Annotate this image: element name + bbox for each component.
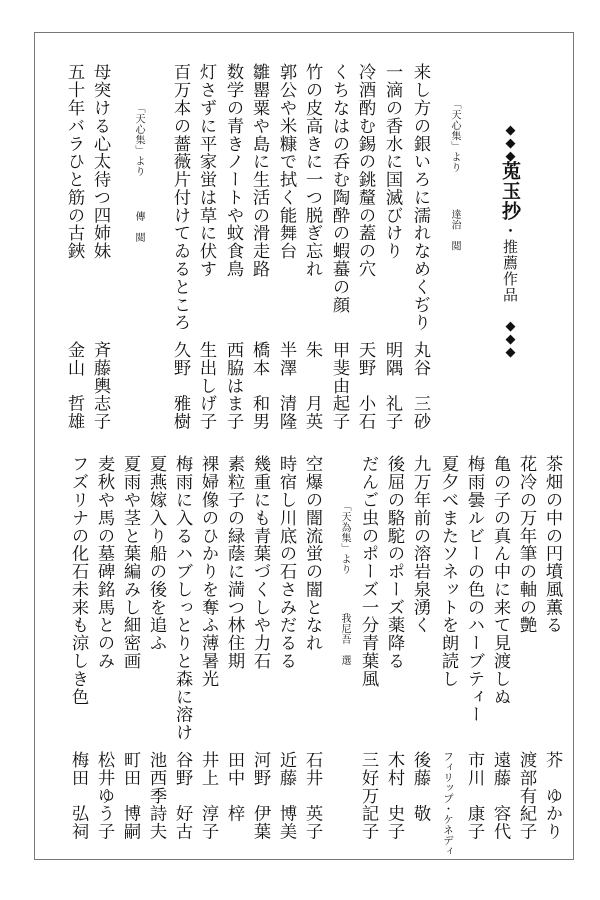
poem-author: 井上 淳子 — [198, 751, 218, 840]
page-subtitle: ・推薦作品 — [501, 223, 519, 303]
poem-author: 金山 哲雄 — [64, 341, 84, 430]
poem-text: 花冷の万年筆の軸の艶 — [516, 455, 536, 634]
poem-text: 時宿し川底の石さみだるる — [276, 455, 296, 670]
poem-author: 橋本 和男 — [249, 341, 269, 430]
selector-label: 傳 閲 — [133, 211, 144, 243]
page-title: 莵玉抄 — [499, 161, 521, 221]
poem-author: 久野 雅樹 — [170, 341, 190, 430]
poem-author: 甲斐由起子 — [329, 341, 349, 430]
poem-author: 近藤 博美 — [276, 751, 296, 840]
poem-author: 明隅 礼子 — [382, 341, 402, 430]
poem-text: 梅雨曇ルビーの色のハーブティー — [464, 455, 484, 724]
page-frame — [34, 32, 574, 860]
source-label: 「天為集」より — [339, 501, 350, 575]
poem-author: 朱 月英 — [302, 341, 322, 430]
poem-text: 夏夕べまたソネットを朗読し — [438, 455, 458, 688]
poem-text: 竹の皮高きに一つ脱ぎ忘れ — [302, 63, 322, 278]
poem-text: フズリナの化石未来も涼しき色 — [68, 455, 88, 706]
poem-author: 生出しげ子 — [196, 341, 216, 430]
poem-text: 夏燕嫁入り船の後を追ふ — [146, 455, 166, 652]
poem-author: 町田 博嗣 — [120, 751, 140, 840]
poem-author: 天野 小石 — [355, 341, 375, 430]
poem-author: 池西季詩夫 — [146, 751, 166, 840]
title-ornament-top: ◆◆◆ — [503, 123, 518, 162]
poem-text: 五十年バラひと筋の古鋏 — [64, 63, 84, 260]
poem-text: 雛罌粟や島に生活の滑走路 — [249, 63, 269, 278]
poem-author: 木村 史子 — [384, 751, 404, 840]
poem-text: 母突ける心太待つ四姉妹 — [90, 63, 110, 260]
title-ornament-bottom: ◆◆◆ — [503, 319, 518, 358]
poem-text: 裸婦像のひかりを奪ふ薄暑光 — [198, 455, 218, 688]
poem-text: 素粒子の緑蔭に満つ林住期 — [224, 455, 244, 670]
poem-author: 丸谷 三砂 — [410, 341, 430, 430]
poem-text: 百万本の薔薇片付けてゐるところ — [170, 63, 190, 332]
poem-author: 谷野 好古 — [172, 751, 192, 840]
poem-author: 遠藤 容代 — [490, 751, 510, 840]
poem-author: フィリップ・ケネディ — [442, 751, 454, 856]
poem-text: くちなはの呑む陶酔の蝦蟇の顔 — [329, 63, 349, 314]
poem-text: 麦秋や馬の墓碑銘馬とのみ — [94, 455, 114, 670]
poem-author: 半澤 清隆 — [276, 341, 296, 430]
poem-author: 三好万記子 — [358, 751, 378, 840]
poem-author: 市川 康子 — [464, 751, 484, 840]
poem-text: 郭公や米糠で拭く能舞台 — [276, 63, 296, 260]
poem-text: 梅雨に入るハブしっとりと森に溶け — [172, 455, 192, 742]
poem-author: 梅田 弘祠 — [68, 751, 88, 840]
poem-author: 西脇はま子 — [223, 341, 243, 430]
poem-text: だんご虫のポーズ一分青葉風 — [358, 455, 378, 688]
poem-author: 石井 英子 — [302, 751, 322, 840]
source-label: 「天心集」より — [449, 99, 460, 173]
poem-text: 一滴の香水に国滅びけり — [382, 63, 402, 260]
poem-text: 灯さずに平家蛍は草に伏す — [196, 63, 216, 278]
source-label: 「天心集」より — [133, 103, 144, 177]
poem-text: 数学の青きノートや蚊食鳥 — [223, 63, 243, 278]
poem-text: 茶畑の中の円墳風薫る — [542, 455, 562, 634]
poem-author: 松井ゆう子 — [94, 751, 114, 840]
poem-text: 夏雨や茎と葉編みし細密画 — [120, 455, 140, 670]
poem-text: 九万年前の溶岩泉湧く — [410, 455, 430, 634]
poem-text: 亀の子の真ん中に来て見渡しぬ — [490, 455, 510, 706]
poem-author: 渡部有紀子 — [516, 751, 536, 840]
poem-author: 田中 梓 — [224, 751, 244, 823]
poem-text: 空爆の闇流蛍の闇となれ — [302, 455, 322, 652]
poem-text: 幾重にも青葉づくしや力石 — [250, 455, 270, 670]
poem-text: 後屈の駱駝のポーズ薬降る — [384, 455, 404, 670]
poem-text: 冷酒酌む錫の銚釐の蓋の穴 — [355, 63, 375, 278]
poem-author: 後藤 敬 — [410, 751, 430, 823]
poem-author: 斉藤輿志子 — [90, 341, 110, 430]
poem-text: 来し方の銀いろに濡れなめくぢり — [410, 63, 430, 332]
poem-author: 芥 ゆかり — [542, 751, 562, 840]
selector-label: 達治 閲 — [449, 209, 460, 251]
poem-author: 河野 伊葉 — [250, 751, 270, 840]
selector-label: 我尼吾 選 — [339, 613, 350, 666]
